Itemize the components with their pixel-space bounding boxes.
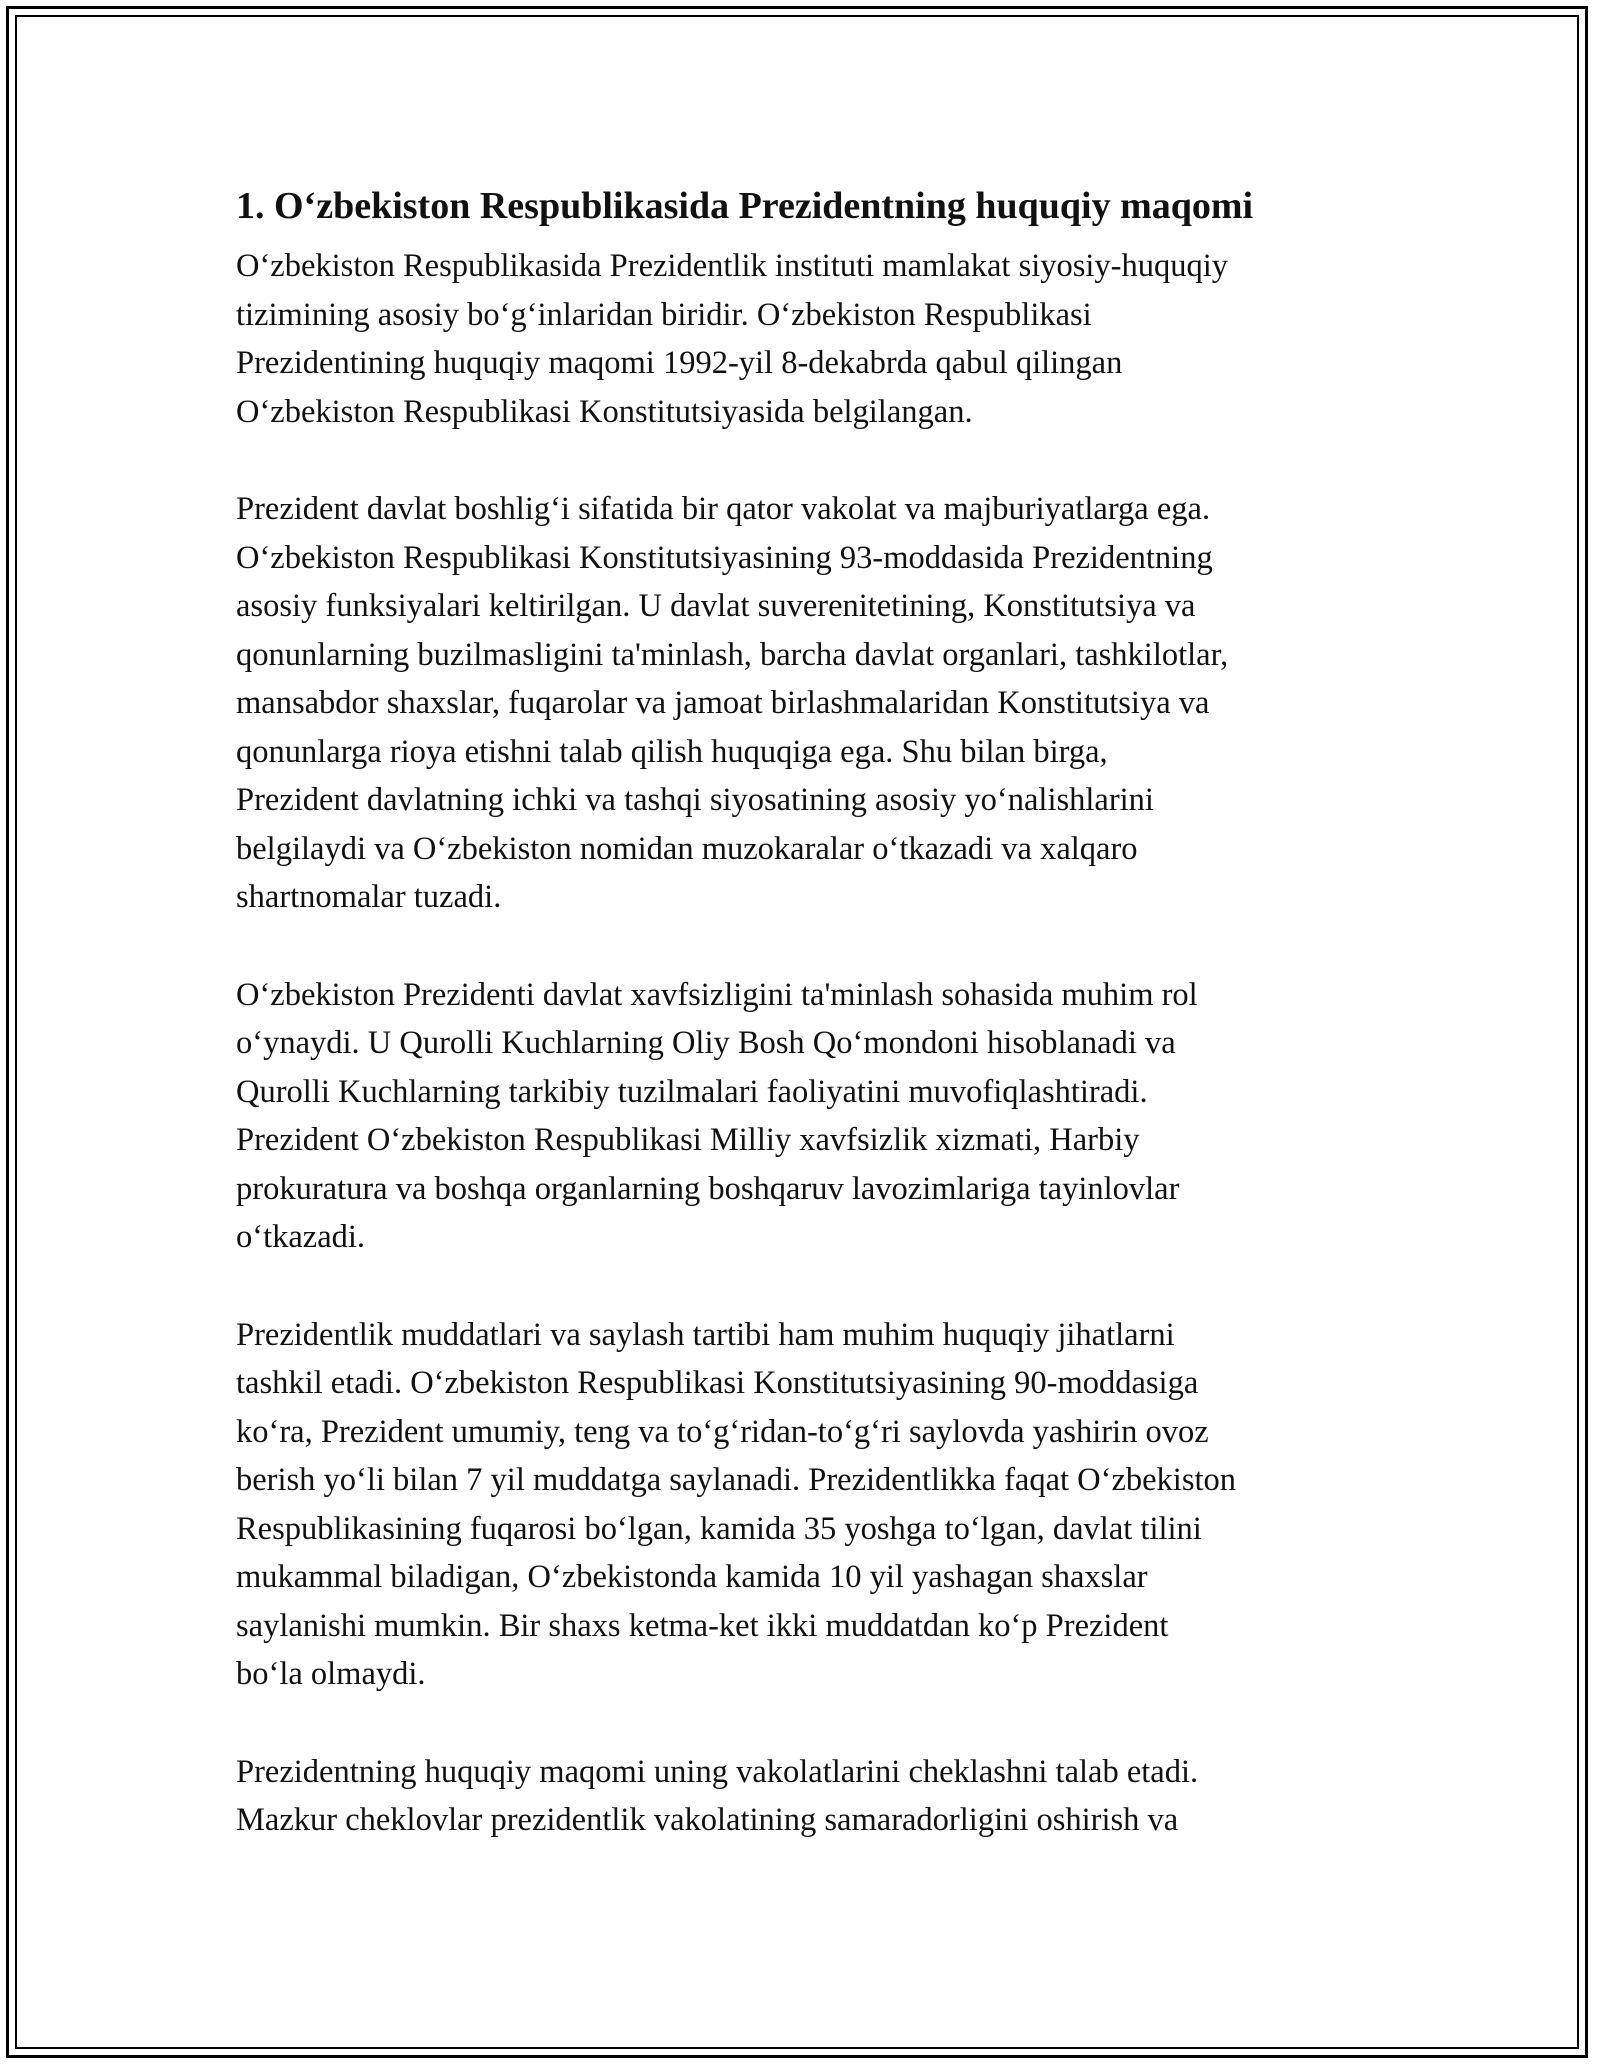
paragraph-line: prokuratura va boshqa organlarning boshqaruv lavozimlariga tayinlovlar: [236, 1170, 1180, 1207]
paragraph-line: tashkil etadi. O‘zbekiston Respublikasi Konstitutsiyasining 90-moddasiga: [236, 1365, 1199, 1401]
paragraph-line: Qurolli Kuchlarning tarkibiy tuzilmalari faoliyatini muvofiqlashtiradi.: [236, 1073, 1148, 1110]
paragraph: [236, 971, 1396, 1262]
paragraph-line: belgilaydi va O‘zbekiston nomidan muzokaralar o‘tkazadi va xalqaro: [236, 830, 1138, 867]
paragraph-line: Respublikasining fuqarosi bo‘lgan, kamida 35 yoshga to‘lgan, davlat tilini: [236, 1510, 1202, 1547]
paragraph-line: O‘zbekiston Respublikasi Konstitutsiyasida belgilangan.: [236, 393, 973, 430]
paragraph-line: O‘zbekiston Respublikasida Prezidentlik instituti mamlakat siyosiy-huquqiy: [236, 248, 1229, 284]
paragraph: [236, 242, 1396, 436]
document-title: 1. O‘zbekiston Respublikasida Prezidentning huquqiy maqomi: [236, 185, 1254, 227]
paragraph-line: mukammal biladigan, O‘zbekistonda kamida 10 yil yashagan shaxslar: [236, 1559, 1148, 1595]
paragraph-line: saylanishi mumkin. Bir shaxs ketma-ket ikki muddatdan ko‘p Prezident: [236, 1607, 1169, 1644]
paragraph-line: Mazkur cheklovlar prezidentlik vakolatining samaradorligini oshirish va: [236, 1802, 1179, 1838]
paragraph-line: mansabdor shaxslar, fuqarolar va jamoat birlashmalaridan Konstitutsiya va: [236, 685, 1210, 721]
paragraph-line: bo‘la olmaydi.: [236, 1656, 426, 1692]
paragraph-line: Prezidentlik muddatlari va saylash tartibi ham muhim huquqiy jihatlarni: [236, 1316, 1175, 1353]
paragraph: [236, 485, 1396, 922]
paragraph-line: Prezident O‘zbekiston Respublikasi Milliy xavfsizlik xizmati, Harbiy: [236, 1122, 1140, 1158]
paragraph-line: tizimining asosiy bo‘g‘inlaridan biridir. O‘zbekiston Respublikasi: [236, 296, 1092, 333]
paragraph: [236, 1311, 1396, 1699]
paragraph-line: ko‘ra, Prezident umumiy, teng va to‘g‘ridan-to‘g‘ri saylovda yashirin ovoz: [236, 1413, 1209, 1450]
paragraph-line: Prezident davlatning ichki va tashqi siyosatining asosiy yo‘nalishlarini: [236, 782, 1154, 818]
paragraph-line: berish yo‘li bilan 7 yil muddatga saylanadi. Prezidentlikka faqat O‘zbekiston: [236, 1462, 1237, 1498]
paragraph-line: O‘zbekiston Respublikasi Konstitutsiyasining 93-moddasida Prezidentning: [236, 539, 1213, 576]
paragraph-line: qonunlarga rioya etishni talab qilish huquqiga ega. Shu bilan birga,: [236, 733, 1108, 770]
paragraph-line: Prezidentining huquqiy maqomi 1992-yil 8-dekabrda qabul qilingan: [236, 345, 1123, 381]
paragraph: [236, 1748, 1396, 1845]
paragraph-line: qonunlarning buzilmasligini ta'minlash, barcha davlat organlari, tashkilotlar,: [236, 636, 1229, 673]
document-body: [236, 180, 1396, 1894]
paragraph-line: asosiy funksiyalari keltirilgan. U davlat suverenitetining, Konstitutsiya va: [236, 588, 1196, 624]
paragraph-list: [236, 242, 1396, 1845]
paragraph-line: o‘ynaydi. U Qurolli Kuchlarning Oliy Bosh Qo‘mondoni hisoblanadi va: [236, 1025, 1176, 1061]
paragraph-line: Prezidentning huquqiy maqomi uning vakolatlarini cheklashni talab etadi.: [236, 1753, 1199, 1790]
paragraph-line: o‘tkazadi.: [236, 1219, 366, 1255]
paragraph-line: shartnomalar tuzadi.: [236, 879, 502, 915]
paragraph-line: O‘zbekiston Prezidenti davlat xavfsizligini ta'minlash sohasida muhim rol: [236, 976, 1198, 1013]
paragraph-line: Prezident davlat boshlig‘i sifatida bir qator vakolat va majburiyatlarga ega.: [236, 491, 1211, 527]
